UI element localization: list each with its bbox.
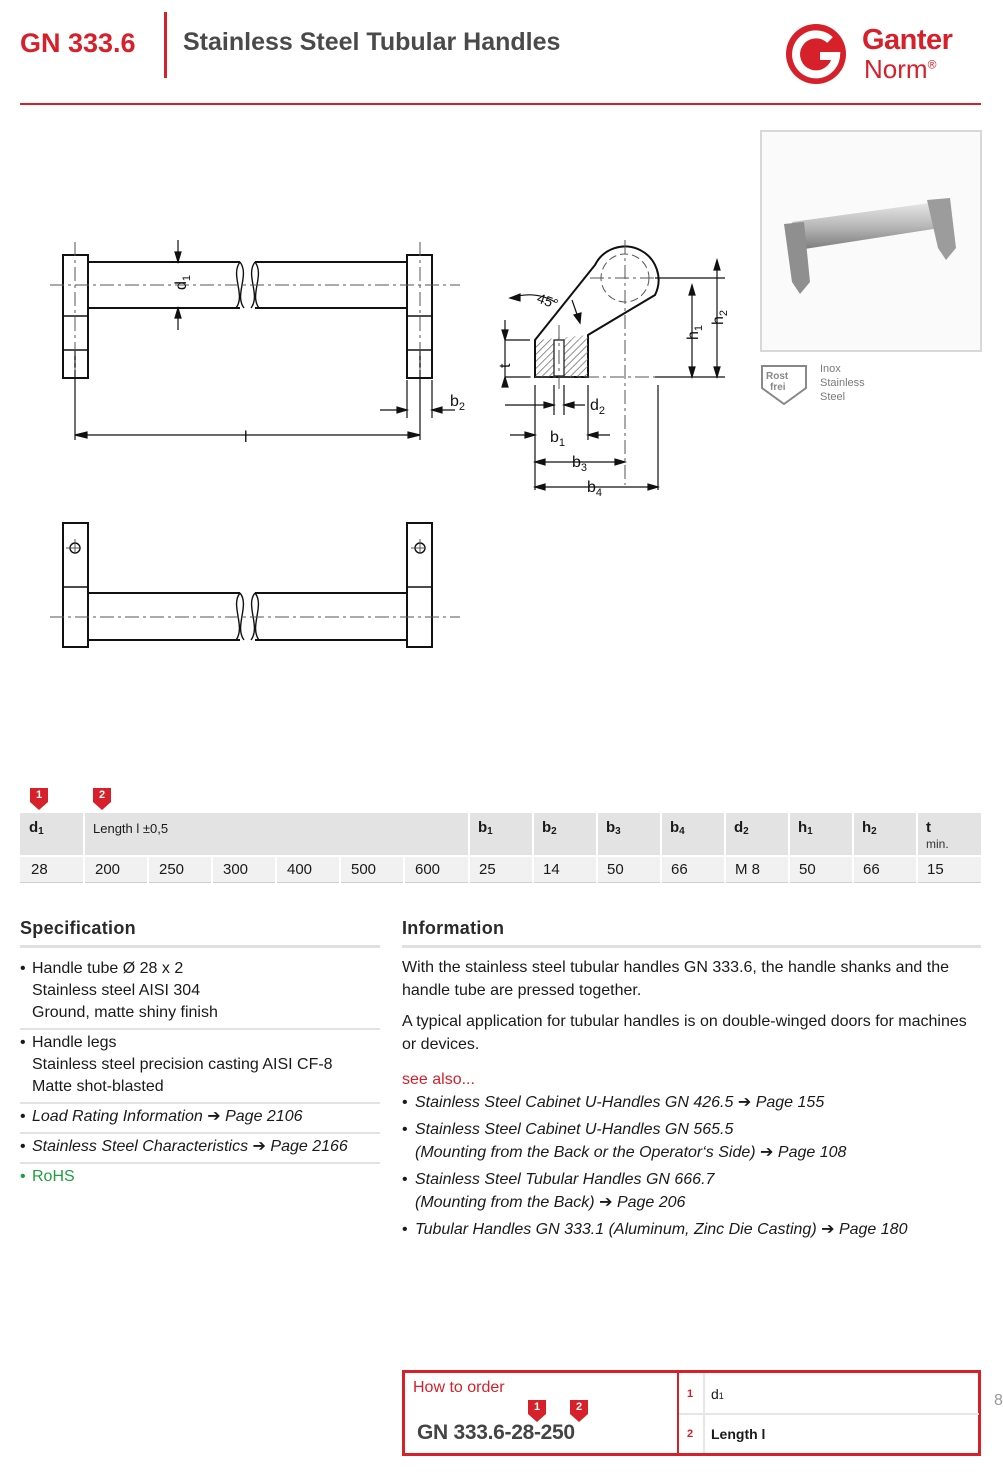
cell-b4: 66 [671,861,688,878]
dim-b4-label: $b_4$ [587,479,603,499]
col-t: t [926,819,931,836]
cell-length: 600 [415,861,441,878]
header-divider [164,12,167,78]
side-view-drawing [480,240,740,505]
see-also-link[interactable]: • Stainless Steel Tubular Handles GN 666.7 (Mounting from the Back) ➔ Page 206 [402,1171,715,1211]
col-d1: d1 [29,819,44,837]
info-paragraph-1: With the stainless steel tubular handles GN 333.6, the handle shanks and the handle tube are pressed together. [402,959,950,999]
cell-d1: 28 [31,861,48,878]
cell-length: 250 [159,861,185,878]
col-b4: b4 [670,819,685,837]
cell-length: 500 [351,861,377,878]
header-rule [20,103,981,105]
cell-t: 15 [927,861,944,878]
cell-length: 400 [287,861,313,878]
col-b1: b1 [478,819,493,837]
order-example-code: GN 333.6-28-250 [417,1421,575,1444]
order-key-1-label: d1 [711,1386,724,1402]
product-photo [760,130,982,352]
brand-logo [784,22,984,86]
information-heading: Information [402,918,505,938]
cell-b1: 25 [479,861,496,878]
dim-b2-label: $b_2$ [450,393,466,413]
information-body [402,956,982,1245]
front-view-drawing [40,230,470,450]
dim-h2-label: $h_2$ [710,309,730,325]
col-length: Length l ±0,5 [93,821,169,836]
specification-rule [20,945,380,948]
svg-text:frei: frei [770,382,786,393]
bottom-view-drawing [40,515,470,655]
handle-photo-image [762,132,980,350]
table-row [20,857,981,883]
side-page-number: 8 [994,1392,1003,1409]
product-code: GN 333.6 [20,28,136,58]
order-key-2-label: Length l [711,1426,766,1442]
cell-h1: 50 [799,861,816,878]
material-label: Inox Stainless Steel [820,363,865,403]
specification-list [20,956,380,1192]
ganter-logo-icon [784,22,850,88]
col-h1: h1 [798,819,813,837]
dim-d1-label: $d_1$ [173,274,193,290]
information-rule [402,945,981,948]
see-also-label: see also... [402,1071,475,1088]
how-to-order-box [402,1370,981,1456]
svg-text:Rost: Rost [766,371,789,382]
cell-b3: 50 [607,861,624,878]
col-h2: h2 [862,819,877,837]
list-item: • Handle tube Ø 28 x 2 Stainless steel AISI 304 Ground, matte shiny finish [20,956,380,1030]
order-marker-2: 2 [570,1400,588,1422]
see-also-link[interactable]: • Tubular Handles GN 333.1 (Aluminum, Zinc Die Casting) ➔ Page 180 [402,1221,908,1238]
page-header [0,0,1000,106]
see-also-link[interactable]: • Stainless Steel Cabinet U-Handles GN 565.5 (Mounting from the Back or the Operator‘s Side) ➔ Page 108 [402,1121,847,1161]
table-header-row [20,813,981,855]
rohs-item: • RoHS [20,1168,75,1185]
rostfrei-shield-icon [760,362,810,406]
page-title: Stainless Steel Tubular Handles [183,28,561,56]
dim-b3-label: $b_3$ [572,454,588,474]
angle-label: 45° [534,289,561,313]
order-key-2: 2 [687,1428,694,1440]
marker-2: 2 [93,788,111,810]
col-d2: d2 [734,819,749,837]
brand-name: Ganter [862,24,953,56]
dim-t-label: t [497,363,514,368]
load-rating-link[interactable]: • Load Rating Information ➔ Page 2106 [20,1104,380,1134]
marker-1: 1 [30,788,48,810]
steel-characteristics-link[interactable]: • Stainless Steel Characteristics ➔ Page 2166 [20,1134,380,1164]
cell-d2: M 8 [735,861,761,878]
col-b2: b2 [542,819,557,837]
order-marker-1: 1 [528,1400,546,1422]
dim-d2-label: $d_2$ [590,397,606,417]
cell-b2: 14 [543,861,560,878]
stainless-badge [760,362,900,408]
order-key-1: 1 [687,1388,694,1400]
cell-length: 200 [95,861,121,878]
order-title: How to order [413,1379,505,1396]
info-paragraph-2: A typical application for tubular handles is on double-winged doors for machines or devices. [402,1013,967,1053]
brand-subname: Norm® [864,54,937,84]
cell-h2: 66 [863,861,880,878]
list-item: • Handle legs Stainless steel precision casting AISI CF-8 Matte shot-blasted [20,1030,380,1104]
col-b3: b3 [606,819,621,837]
dim-h1-label: $h_1$ [685,324,705,340]
dim-l-label: l [244,429,248,446]
specification-heading: Specification [20,918,136,938]
col-t-sub: min. [926,837,949,851]
dim-b1-label: $b_1$ [550,429,566,449]
see-also-link[interactable]: • Stainless Steel Cabinet U-Handles GN 426.5 ➔ Page 155 [402,1094,825,1111]
cell-length: 300 [223,861,249,878]
